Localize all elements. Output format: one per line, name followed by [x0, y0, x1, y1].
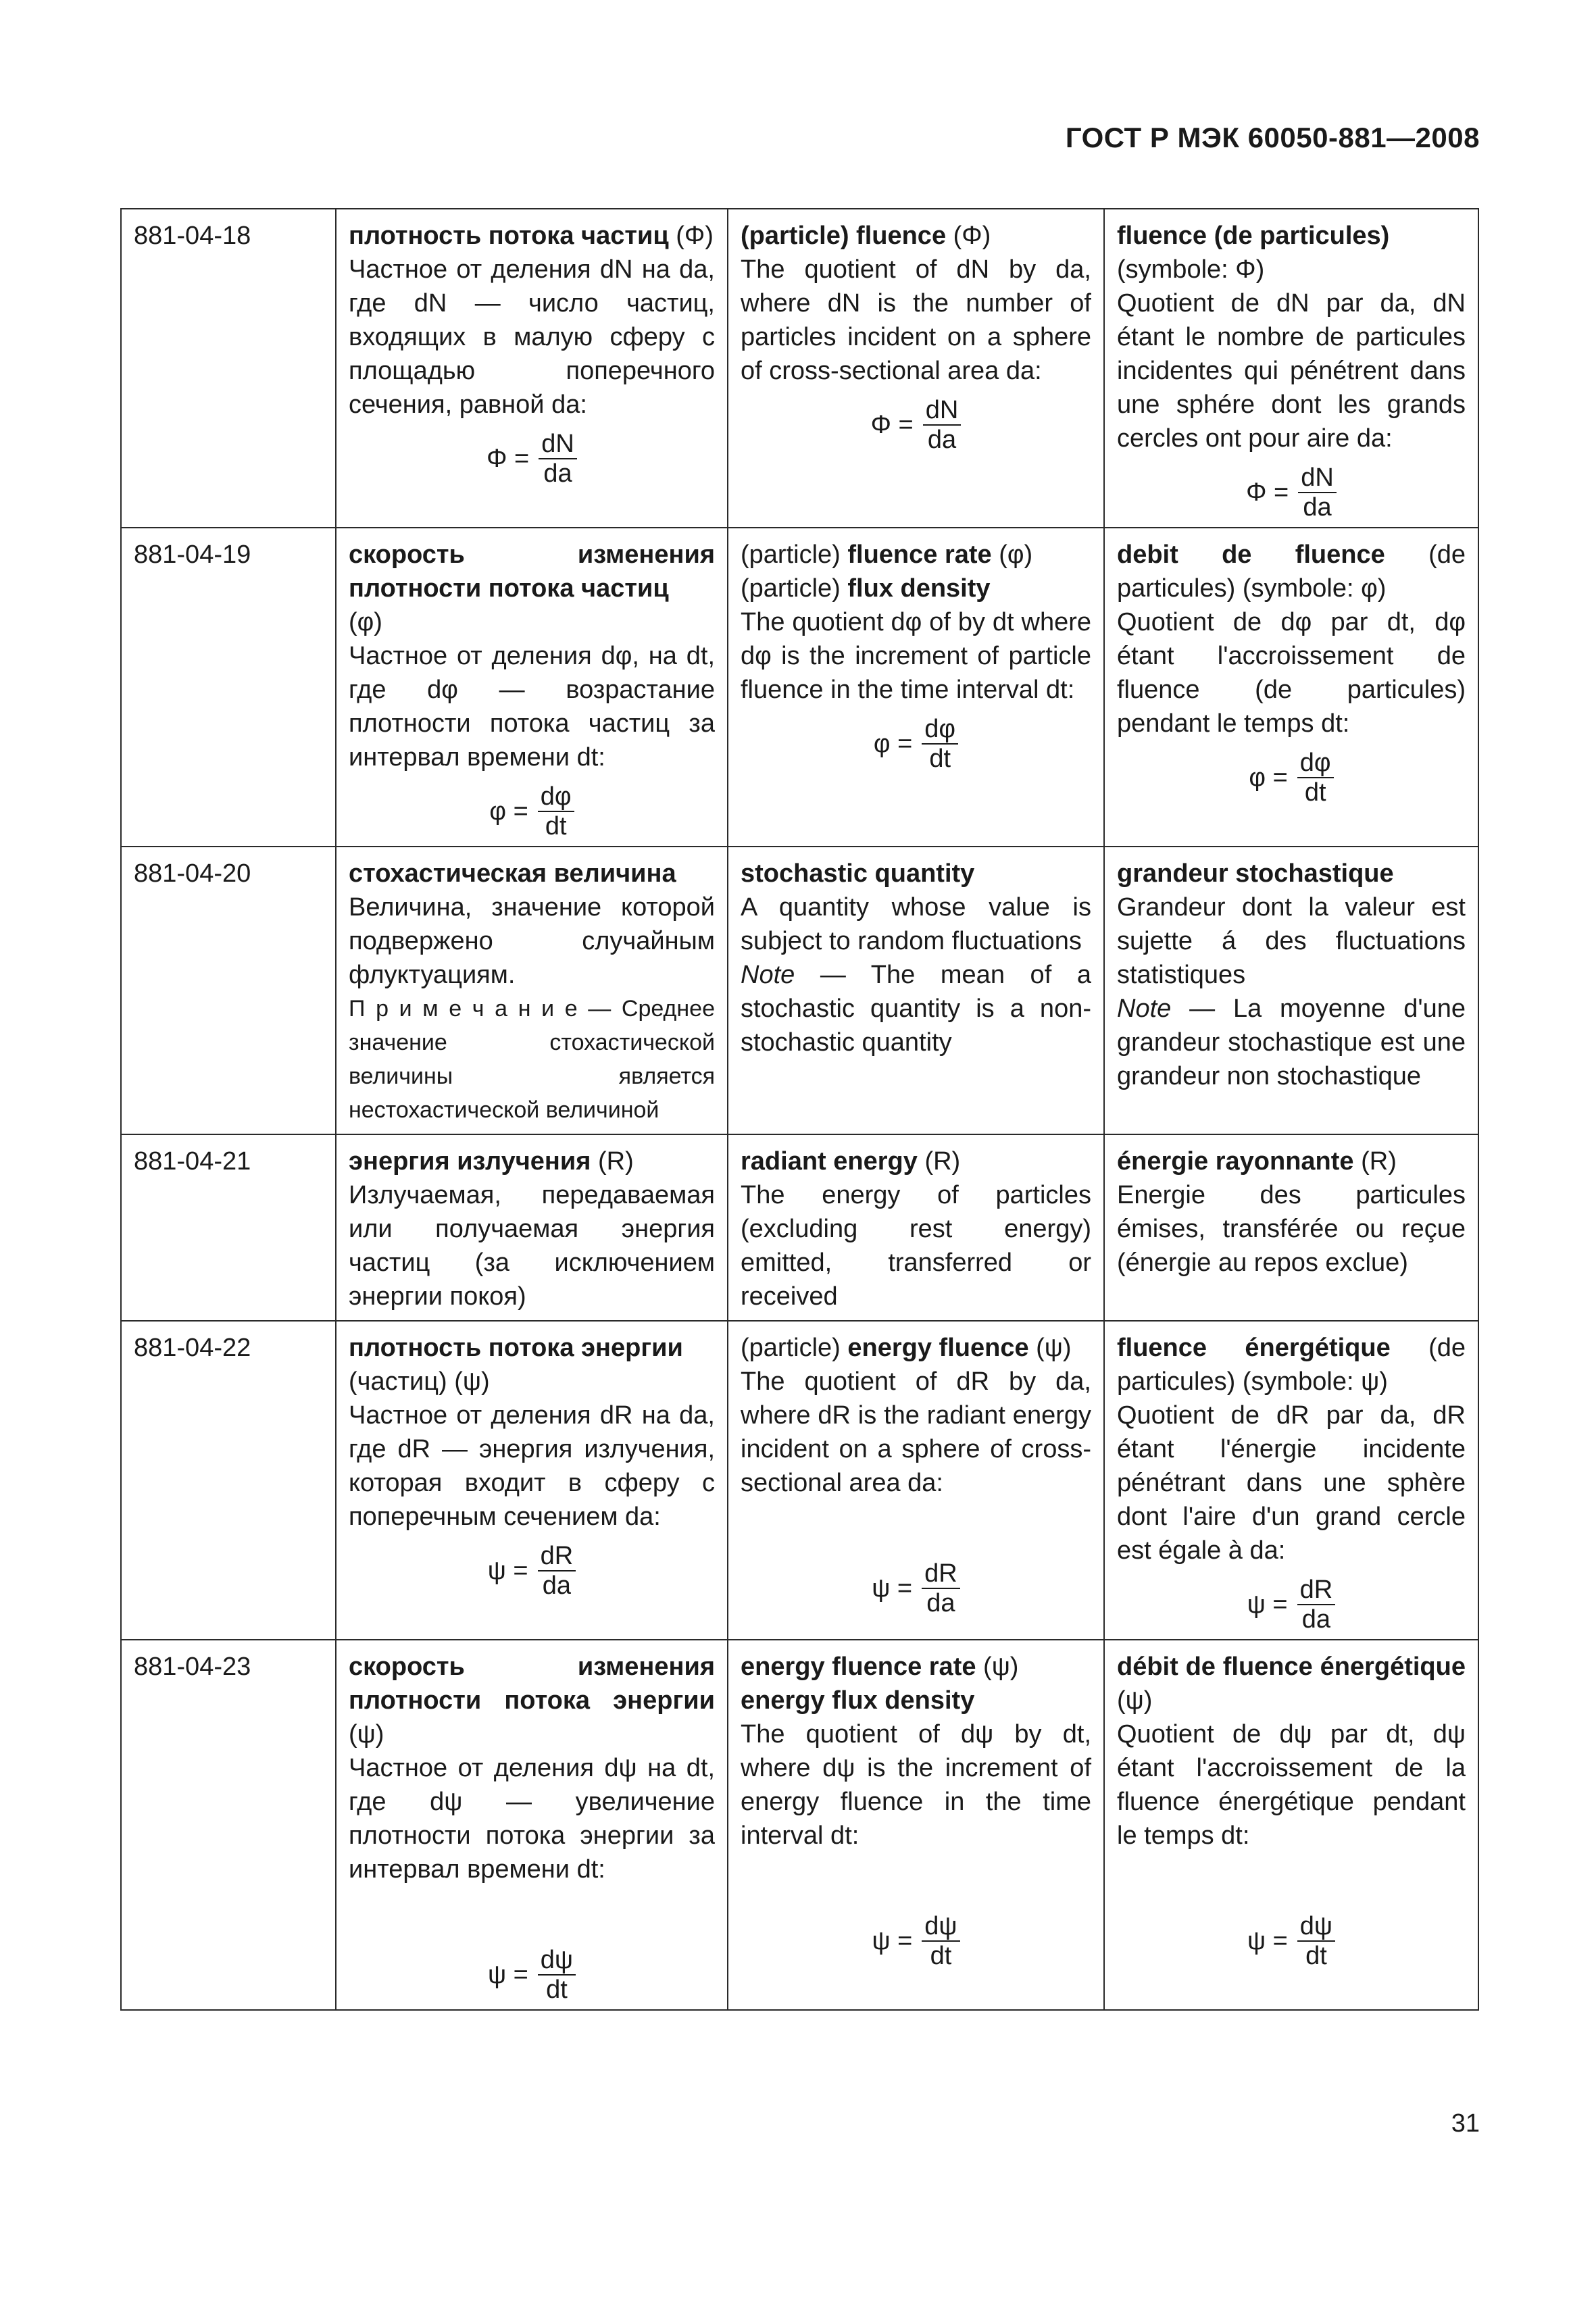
en-term-prefix: (particle) [741, 540, 841, 569]
table-row [121, 528, 1478, 847]
formula-denominator: da [542, 1571, 572, 1600]
fr-note-label: Note [1117, 995, 1172, 1023]
formula-lhs: ψ = [487, 1961, 528, 1989]
formula-lhs: φ = [873, 730, 913, 758]
en-term-title: (particle) fluence [741, 222, 947, 250]
en-term-title: energy fluence rate [741, 1653, 976, 1681]
formula [1117, 1577, 1466, 1632]
fr-term-title: fluence (de particules) [1117, 222, 1390, 250]
en-term-synonym: flux density [847, 574, 991, 603]
table-row [121, 847, 1478, 1134]
fr-term-title: débit de fluence énergétique [1117, 1653, 1466, 1681]
formula [349, 1947, 715, 2003]
formula-denominator: dt [1304, 778, 1326, 807]
ru-cell [336, 1640, 728, 2010]
en-definition: A quantity whose value is subject to random fluctuations [741, 893, 1091, 955]
ru-definition: Излучаемая, передаваемая или получаемая энергия частиц (за исключением энергии покоя) [349, 1181, 715, 1311]
formula-numerator: dψ [1297, 1913, 1335, 1942]
ru-definition: Частное от деления dψ на dt, где dψ — увеличение плотности потока энергии за интервал времени dt: [349, 1754, 715, 1884]
en-cell [728, 1640, 1104, 2010]
en-cell [728, 209, 1104, 528]
fr-cell [1104, 1640, 1478, 2010]
en-definition: The quotient of dψ by dt, where dψ is the increment of energy fluence in the time interval dt: [741, 1720, 1091, 1850]
formula-lhs: ψ = [1247, 1590, 1288, 1619]
formula-numerator: dφ [922, 716, 958, 745]
ru-cell [336, 847, 728, 1134]
formula [1117, 465, 1466, 520]
fr-term-symbol: (de particules) (symbole: ψ) [1117, 1334, 1466, 1396]
formula [741, 716, 1091, 772]
formula-numerator: dψ [922, 1913, 959, 1942]
formula-denominator: dt [930, 1942, 952, 1970]
page-number: 31 [1451, 2109, 1480, 2138]
formula-denominator: dt [929, 745, 951, 773]
en-term-symbol: (ψ) [983, 1653, 1019, 1681]
formula [1117, 750, 1466, 805]
ru-term-title: скорость изменения плотности потока частиц [349, 540, 715, 603]
fr-term-title: debit de fluence [1117, 540, 1385, 569]
term-code: 881-04-22 [121, 1321, 336, 1640]
table-row [121, 1321, 1478, 1640]
term-code: 881-04-20 [121, 847, 336, 1134]
en-term-symbol: (Φ) [953, 222, 991, 250]
formula [1117, 1913, 1466, 1969]
en-definition: The quotient dφ of by dt where dφ is the increment of particle fluence in the time interval dt: [741, 608, 1091, 704]
formula [741, 1913, 1091, 1969]
document-standard-number: ГОСТ Р МЭК 60050-881—2008 [1065, 122, 1480, 153]
en-cell [728, 528, 1104, 847]
formula-numerator: dφ [538, 784, 574, 812]
table-row [121, 209, 1478, 528]
formula [349, 1543, 715, 1599]
fr-term-symbol: (de particules) (symbole: φ) [1117, 540, 1466, 603]
formula-lhs: φ = [1249, 763, 1288, 792]
formula [349, 431, 715, 486]
fr-definition: Quotient de dψ par dt, dψ étant l'accroissement de la fluence énergétique pendant le temps dt: [1117, 1720, 1466, 1850]
formula-lhs: ψ = [872, 1927, 913, 1955]
en-definition: The quotient of dR by da, where dR is the radiant energy incident on a sphere of cross-sectional area da: [741, 1367, 1091, 1497]
fr-definition: Grandeur dont la valeur est sujette á des fluctuations statistiques [1117, 893, 1466, 989]
en-cell [728, 1134, 1104, 1321]
ru-term-symbol: (частиц) (ψ) [349, 1367, 490, 1396]
en-cell [728, 1321, 1104, 1640]
fr-definition: Quotient de dR par da, dR étant l'énergie incidente pénétrant dans une sphère dont l'aire d'un grand cercle est égale à da: [1117, 1401, 1466, 1565]
formula-numerator: dR [922, 1561, 960, 1589]
ru-definition: Величина, значение которой подвержено случайным флуктуациям. [349, 893, 715, 989]
en-definition: The energy of particles (excluding rest energy) emitted, transferred or received [741, 1181, 1091, 1311]
en-term-synonym: energy flux density [741, 1686, 975, 1715]
ru-term-title: энергия излучения [349, 1147, 591, 1176]
formula [741, 1561, 1091, 1616]
ru-note-text: — Среднее значение стохастической величины является нестохастической величиной [349, 996, 715, 1123]
formula [741, 397, 1091, 453]
ru-term-title: плотность потока энергии [349, 1334, 683, 1362]
formula-denominator: dt [545, 812, 567, 840]
fr-cell [1104, 1134, 1478, 1321]
formula-numerator: dR [538, 1543, 576, 1571]
fr-term-title: grandeur stochastique [1117, 859, 1394, 888]
table-row [121, 1640, 1478, 2010]
fr-cell [1104, 209, 1478, 528]
formula-numerator: dN [1298, 465, 1337, 493]
en-term-prefix: (particle) [741, 1334, 841, 1362]
fr-definition: Quotient de dφ par dt, dφ étant l'accroissement de fluence (de particules) pendant le temps dt: [1117, 608, 1466, 738]
en-term-title: radiant energy [741, 1147, 918, 1176]
formula-denominator: dt [546, 1976, 568, 2004]
en-note-text: — The mean of a stochastic quantity is a non-stochastic quantity [741, 961, 1091, 1057]
en-term-prefix: (particle) [741, 574, 841, 603]
ru-cell [336, 1321, 728, 1640]
fr-cell [1104, 1321, 1478, 1640]
fr-term-symbol: (ψ) [1117, 1686, 1153, 1715]
formula-numerator: dN [539, 431, 577, 459]
term-code: 881-04-19 [121, 528, 336, 847]
fr-term-symbol: (symbole: Φ) [1117, 255, 1265, 284]
formula-lhs: ψ = [872, 1574, 913, 1603]
table-row [121, 1134, 1478, 1321]
formula-denominator: da [543, 459, 572, 488]
formula-denominator: da [926, 1589, 955, 1617]
fr-definition: Quotient de dN par da, dN étant le nombre de particules incidentes qui pénétrent dans une sphére dont les grands cercles ont pour aire da: [1117, 289, 1466, 453]
term-code: 881-04-18 [121, 209, 336, 528]
ru-term-title: скорость изменения плотности потока энергии [349, 1653, 715, 1715]
en-term-symbol: (R) [924, 1147, 961, 1176]
en-note-label: Note [741, 961, 795, 989]
ru-cell [336, 528, 728, 847]
formula-lhs: Φ = [487, 445, 530, 473]
formula-denominator: da [1303, 493, 1332, 522]
ru-cell [336, 1134, 728, 1321]
en-term-symbol: (ψ) [1036, 1334, 1072, 1362]
formula-denominator: da [927, 426, 957, 454]
formula-numerator: dN [923, 397, 962, 426]
en-term-title: energy fluence [847, 1334, 1029, 1362]
ru-term-symbol: (R) [597, 1147, 634, 1176]
en-cell [728, 847, 1104, 1134]
fr-term-title: énergie rayonnante [1117, 1147, 1354, 1176]
ru-definition: Частное от деления dN на da, где dN — число частиц, входящих в малую сферу с площадью поперечного сечения, равной da: [349, 255, 715, 419]
terms-table [120, 208, 1479, 2011]
en-definition: The quotient of dN by da, where dN is the number of particles incident on a sphere of cross-sectional area da: [741, 255, 1091, 385]
formula-denominator: dt [1305, 1942, 1327, 1970]
fr-term-symbol: (R) [1361, 1147, 1397, 1176]
en-term-title: stochastic quantity [741, 859, 975, 888]
formula-lhs: ψ = [487, 1557, 528, 1585]
ru-definition: Частное от деления dφ, на dt, где dφ — возрастание плотности потока частиц за интервал времени dt: [349, 642, 715, 772]
ru-term-title: стохастическая величина [349, 859, 676, 888]
formula [349, 784, 715, 839]
ru-term-symbol: (Φ) [676, 222, 714, 250]
formula-lhs: φ = [489, 797, 528, 826]
en-term-symbol: (φ) [999, 540, 1033, 569]
formula-numerator: dφ [1297, 750, 1334, 778]
ru-term-symbol: (ψ) [349, 1720, 384, 1749]
formula-lhs: ψ = [1247, 1927, 1288, 1955]
formula-lhs: Φ = [1246, 478, 1289, 507]
ru-term-title: плотность потока частиц [349, 222, 669, 250]
fr-definition: Energie des particules émises, transférée ou reçue (énergie au repos exclue) [1117, 1181, 1466, 1277]
fr-cell [1104, 528, 1478, 847]
en-term-title: fluence rate [847, 540, 992, 569]
fr-cell [1104, 847, 1478, 1134]
formula-numerator: dR [1297, 1577, 1336, 1605]
ru-definition: Частное от деления dR на da, где dR — энергия излучения, которая входит в сферу с поперечным сечением da: [349, 1401, 715, 1531]
formula-lhs: Φ = [870, 411, 914, 439]
ru-note-label: П р и м е ч а н и е [349, 996, 578, 1022]
fr-term-title: fluence énergétique [1117, 1334, 1391, 1362]
term-code: 881-04-23 [121, 1640, 336, 2010]
formula-denominator: da [1301, 1605, 1331, 1634]
formula-numerator: dψ [538, 1947, 576, 1976]
ru-term-symbol: (φ) [349, 608, 382, 636]
fr-note-text: — La moyenne d'une grandeur stochastique est une grandeur non stochastique [1117, 995, 1466, 1090]
term-code: 881-04-21 [121, 1134, 336, 1321]
ru-cell [336, 209, 728, 528]
